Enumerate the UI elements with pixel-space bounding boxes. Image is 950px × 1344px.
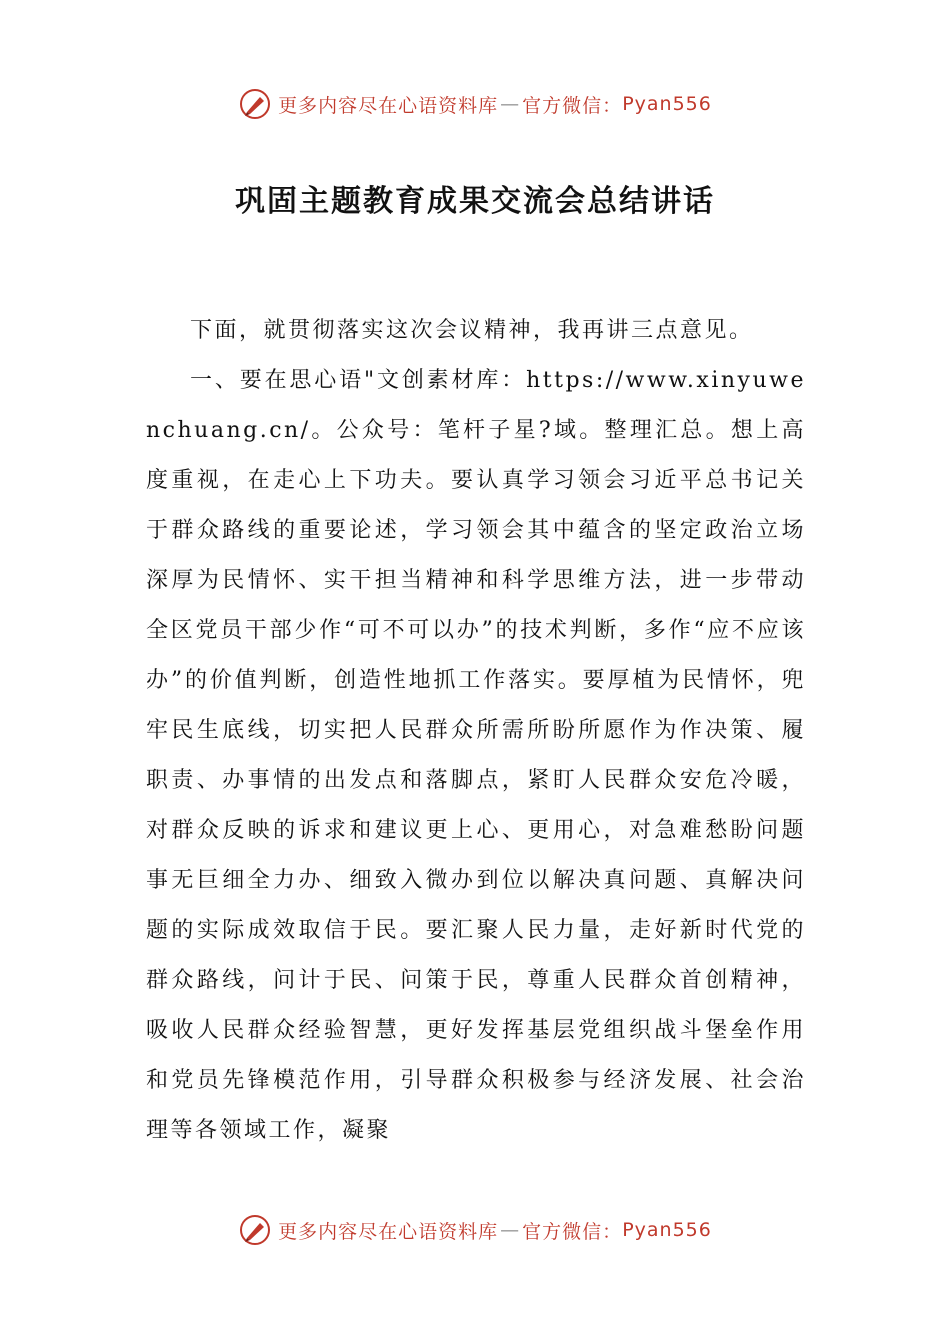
- document-body: [146, 306, 806, 1156]
- paragraph: 下面，就贯彻落实这次会议精神，我再讲三点意见。: [190, 318, 754, 343]
- banner-separator: —: [500, 1219, 521, 1241]
- banner-label: 官方微信：: [522, 94, 623, 117]
- footer-banner: [0, 1210, 950, 1250]
- header-banner: [0, 84, 950, 124]
- banner-text: 更多内容尽在心语资料库: [278, 94, 499, 117]
- banner-label: 官方微信：: [522, 1220, 623, 1243]
- document-title: 巩固主题教育成果交流会总结讲话: [235, 184, 715, 219]
- banner-separator: —: [500, 93, 521, 115]
- banner-account: Pyan556: [622, 1219, 712, 1241]
- paragraph: 一、要在思心语"文创素材库：https://www.xinyuwenchuang.cn/。公众号：笔杆子星?域。整理汇总。想上高度重视，在走心上下功夫。要认真学习领会习近平总书记关于群众路线的重要论述，学习领会其中蕴含的坚定政治立场深厚为民情怀、实干担当精神和科学思维方法，进一步带动全区党员干部少作“可不可以办”的技术判断，多作“应不应该办”的价值判断，创造性地抓工作落实。要厚植为民情怀，兜牢民生底线，切实把人民群众所需所盼所愿作为作决策、履职责、办事情的出发点和落脚点，紧盯人民群众安危冷暖，对群众反映的诉求和建议更上心、更用心，对急难愁盼问题事无巨细全力办、细致入微办到位以解决真问题、真解决问题的实际成效取信于民。要汇聚人民力量，走好新时代党的群众路线，问计于民、问策于民，尊重人民群众首创精神，吸收人民群众经验智慧，更好发挥基层党组织战斗堡垒作用和党员先锋模范作用，引导群众积极参与经济发展、社会治理等各领域工作，凝聚: [146, 368, 806, 1143]
- pen-nib-logo-icon: [238, 1213, 272, 1247]
- banner-text: 更多内容尽在心语资料库: [278, 1220, 499, 1243]
- pen-nib-logo-icon: [238, 87, 272, 121]
- banner-account: Pyan556: [622, 93, 712, 115]
